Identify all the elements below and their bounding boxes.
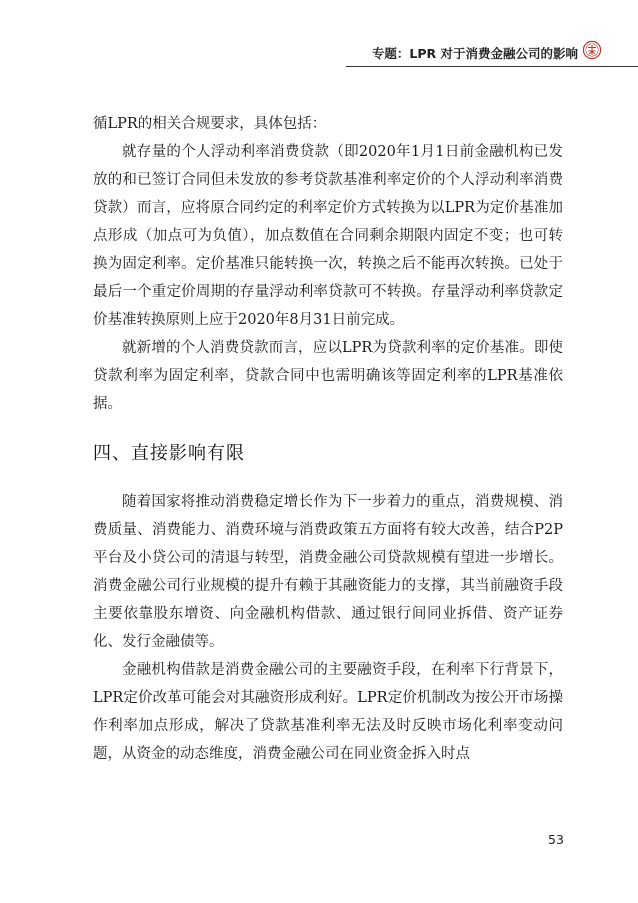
article-body xyxy=(93,110,563,768)
paragraph-existing-loans: 就存量的个人浮动利率消费贷款（即2020年1月1日前金融机构已发放的和已签订合同但未发放的参考贷款基准利率定价的个人浮动利率消费贷款）而言，应将原合同约定的利率定价方式转换为以LPR为定价基准加点形成（加点可为负值），加点数值在合同剩余期限内固定不变；也可转换为固定利率。定价基准只能转换一次，转换之后不能再次转换。已处于最后一个重定价周期的存量浮动利率贷款可不转换。存量浮动利率贷款定价基准转换原则上应于2020年8月31日前完成。 xyxy=(93,144,563,328)
seal-logo-icon xyxy=(582,40,602,60)
header-divider xyxy=(346,66,638,67)
page-header xyxy=(0,0,638,70)
running-header-title: 专题：LPR 对于消费金融公司的影响 xyxy=(371,46,578,61)
paragraph-institutional-borrowing: 金融机构借款是消费金融公司的主要融资手段，在利率下行背景下，LPR定价改革可能会对其融资形成利好。LPR定价机制改为按公开市场操作利率加点形成，解决了贷款基准利率无法及时反映市场化利率变动问题，从资金的动态维度，消费金融公司在同业资金拆入时点 xyxy=(93,662,563,762)
paragraph-continuation: 循LPR的相关合规要求，具体包括： xyxy=(93,116,327,132)
section-heading: 四、直接影响有限 xyxy=(93,443,245,464)
page-number: 53 xyxy=(548,832,564,847)
paragraph-new-loans: 就新增的个人消费贷款而言，应以LPR为贷款利率的定价基准。即使贷款利率为固定利率，贷款合同中也需明确该等固定利率的LPR基准依据。 xyxy=(93,340,563,412)
paragraph-consumption-growth: 随着国家将推动消费稳定增长作为下一步着力的重点，消费规模、消费质量、消费能力、消费环境与消费政策五方面将有较大改善，结合P2P平台及小贷公司的清退与转型，消费金融公司贷款规模有望进一步增长。消费金融公司行业规模的提升有赖于其融资能力的支撑，其当前融资手段主要依靠股东增资、向金融机构借款、通过银行间同业拆借、资产证券化、发行金融债等。 xyxy=(93,494,563,650)
